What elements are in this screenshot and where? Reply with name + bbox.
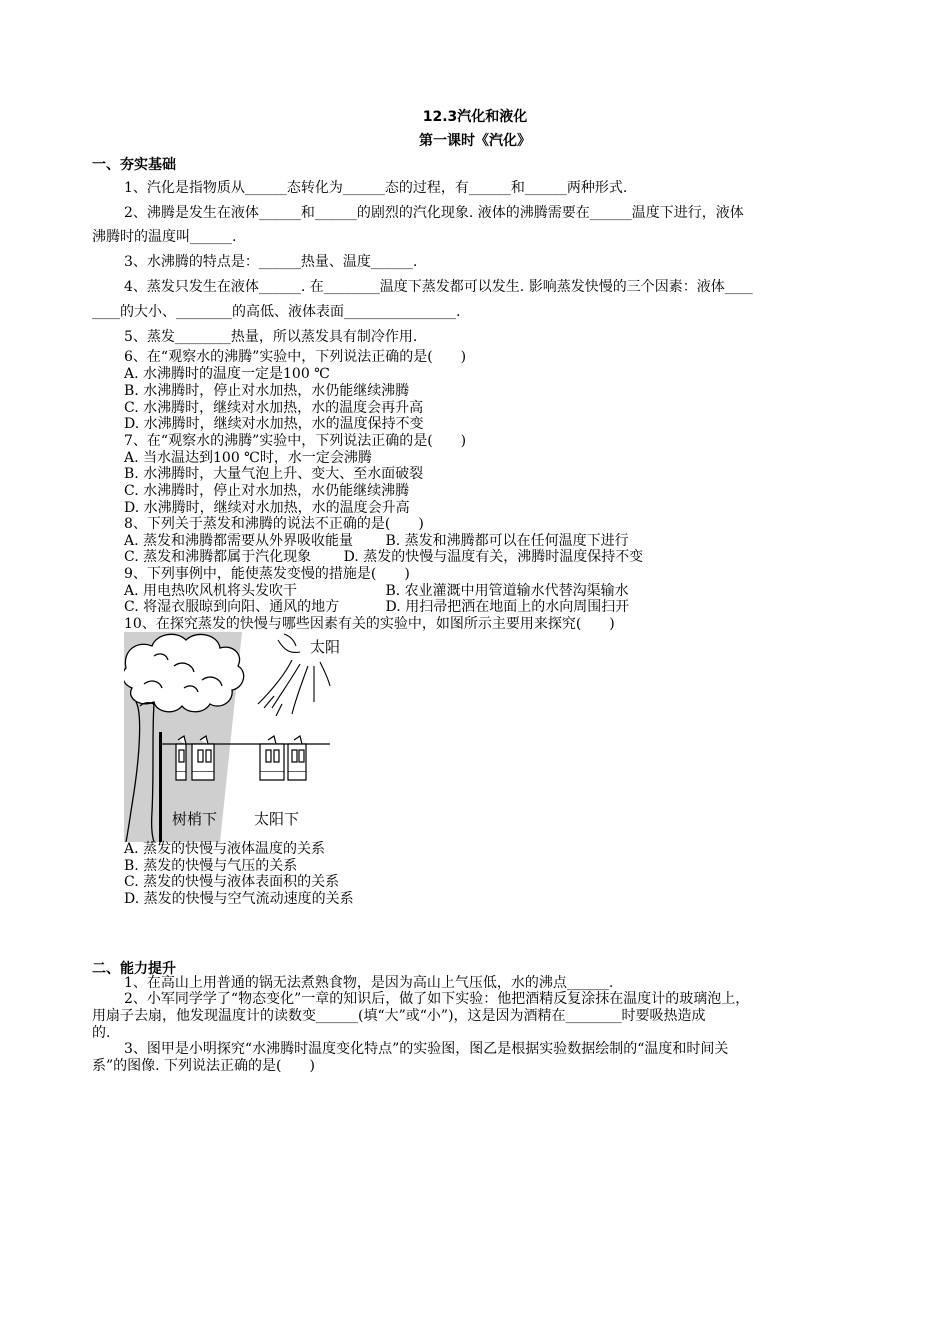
- question-8-options-cd: C. 蒸发和沸腾都属于汽化现象 D. 蒸发的快慢与温度有关，沸腾时温度保持不变: [124, 549, 644, 565]
- section-heading-advanced: 二、能力提升: [92, 961, 176, 977]
- clothesline-pole: [159, 732, 162, 842]
- question-2-line-2: 沸腾时的温度叫______.: [92, 229, 237, 245]
- question-7-option-a: A. 当水温达到100 ℃时，水一定会沸腾: [124, 450, 372, 466]
- advanced-question-2-line-1: 2、小军同学学了“物态变化”一章的知识后，做了如下实验：他把酒精反复涂抹在温度计的玻璃泡上，: [124, 991, 750, 1007]
- question-10-option-a: A. 蒸发的快慢与液体温度的关系: [124, 841, 326, 857]
- question-8-stem: 8、下列关于蒸发和沸腾的说法不正确的是( ): [124, 516, 424, 532]
- question-6-option-c: C. 水沸腾时，继续对水加热，水的温度会再升高: [124, 400, 424, 416]
- advanced-question-2-line-2: 用扇子去扇，他发现温度计的读数变______(填“大”或“小”)，这是因为酒精在________时要吸热造成: [92, 1008, 706, 1024]
- question-7-option-c: C. 水沸腾时，停止对水加热，水仍能继续沸腾: [124, 483, 410, 499]
- question-10-option-b: B. 蒸发的快慢与气压的关系: [124, 858, 298, 874]
- question-3: 3、水沸腾的特点是：______热量、温度______.: [124, 254, 418, 270]
- question-4-line-2: ____的大小、________的高低、液体表面________________.: [92, 304, 461, 320]
- question-6-option-b: B. 水沸腾时，停止对水加热，水仍能继续沸腾: [124, 383, 410, 399]
- document-subtitle: 第一课时《汽化》: [419, 133, 531, 149]
- advanced-question-2-line-3: 的.: [92, 1025, 111, 1041]
- advanced-question-3-line-2: 系”的图像. 下列说法正确的是( ): [92, 1058, 315, 1074]
- figure-label-tree-shade: 树梢下: [172, 810, 218, 828]
- question-4-line-1: 4、蒸发只发生在液体______. 在________温度下蒸发都可以发生. 影响蒸发快慢的三个因素：液体____: [124, 279, 753, 295]
- question-1: 1、汽化是指物质从______态转化为______态的过程，有______和______两种形式.: [124, 180, 628, 196]
- tree-and-sun-illustration: [124, 632, 364, 842]
- question-9-stem: 9、下列事例中，能使蒸发变慢的措施是( ): [124, 566, 410, 582]
- figure-label-sun: 太阳: [310, 638, 341, 656]
- question-10-option-c: C. 蒸发的快慢与液体表面积的关系: [124, 874, 340, 890]
- question-9-options-cd: C. 将湿衣服晾到向阳、通风的地方 D. 用扫帚把洒在地面上的水向周围扫开: [124, 599, 630, 615]
- question-5: 5、蒸发________热量，所以蒸发具有制冷作用.: [124, 329, 418, 345]
- question-10-stem: 10、在探究蒸发的快慢与哪些因素有关的实验中，如图所示主要用来探究( ): [124, 616, 615, 632]
- document-title: 12.3汽化和液化: [422, 109, 528, 125]
- section-heading-basics: 一、夯实基础: [92, 157, 176, 173]
- question-7-stem: 7、在“观察水的沸腾”实验中，下列说法正确的是( ): [124, 433, 467, 449]
- question-7-option-d: D. 水沸腾时，继续对水加热，水的温度会升高: [124, 500, 410, 516]
- question-6-stem: 6、在“观察水的沸腾”实验中，下列说法正确的是( ): [124, 349, 467, 365]
- clothes-in-sun: [260, 736, 306, 780]
- advanced-question-3-line-1: 3、图甲是小明探究“水沸腾时温度变化特点”的实验图，图乙是根据实验数据绘制的“温度和时间关: [124, 1041, 729, 1057]
- question-6-option-a: A. 水沸腾时的温度一定是100 ℃: [124, 366, 330, 382]
- question-8-options-ab: A. 蒸发和沸腾都需要从外界吸收能量 B. 蒸发和沸腾都可以在任何温度下进行: [124, 533, 629, 549]
- question-10-option-d: D. 蒸发的快慢与空气流动速度的关系: [124, 891, 354, 907]
- figure-label-sunlit: 太阳下: [254, 810, 300, 828]
- advanced-question-1: 1、在高山上用普通的锅无法煮熟食物，是因为高山上气压低，水的沸点______.: [124, 975, 614, 991]
- evaporation-figure: [124, 632, 364, 842]
- question-7-option-b: B. 水沸腾时，大量气泡上升、变大、至水面破裂: [124, 466, 424, 482]
- question-2-line-1: 2、沸腾是发生在液体______和______的剧烈的汽化现象. 液体的沸腾需要在______温度下进行，液体: [124, 205, 744, 221]
- question-6-option-d: D. 水沸腾时，继续对水加热，水的温度保持不变: [124, 416, 424, 432]
- question-9-options-ab: A. 用电热吹风机将头发吹干 B. 农业灌溉中用管道输水代替沟渠输水: [124, 583, 629, 599]
